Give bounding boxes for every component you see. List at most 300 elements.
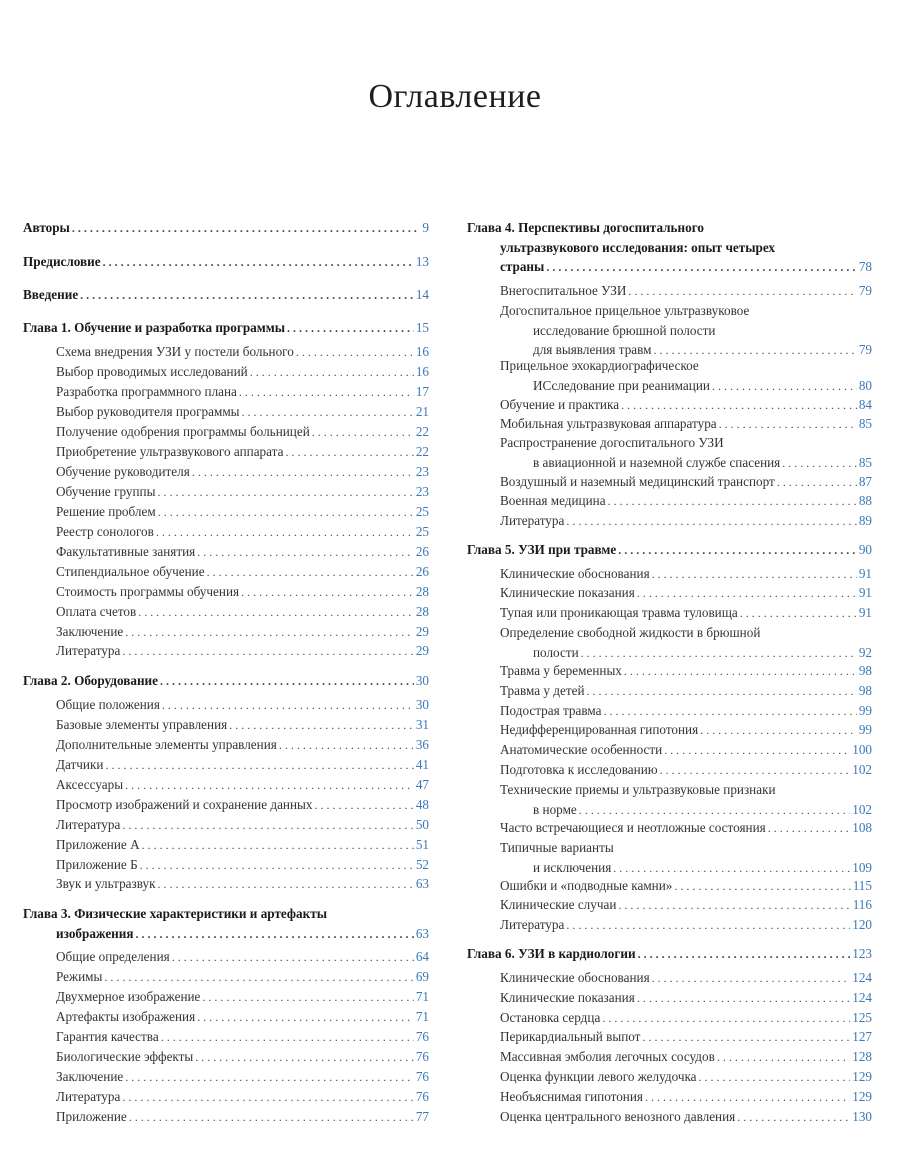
dot-leader: [142, 836, 414, 856]
toc-page-number[interactable]: 85: [858, 454, 872, 470]
toc-entry-title: Приложение А: [56, 837, 140, 852]
toc-page-number[interactable]: 85: [858, 416, 872, 431]
toc-page-number[interactable]: 98: [858, 683, 872, 698]
toc-page-number[interactable]: 22: [415, 424, 429, 439]
toc-section-entry[interactable]: [467, 433, 872, 473]
toc-entry-title: Подготовка к исследованию: [500, 762, 658, 777]
dot-leader: [160, 672, 414, 692]
toc-section-entry[interactable]: [467, 511, 872, 532]
dot-leader: [104, 968, 413, 988]
toc-page-number[interactable]: 48: [415, 797, 429, 812]
toc-page-number[interactable]: 25: [415, 524, 429, 539]
dot-leader: [546, 258, 856, 278]
toc-entry-title: Военная медицина: [500, 493, 606, 508]
toc-section-entry[interactable]: [467, 915, 872, 936]
toc-page-number[interactable]: 64: [415, 949, 429, 964]
toc-page-number[interactable]: 63: [415, 925, 429, 941]
toc-entry-title: Общие положения: [56, 697, 160, 712]
toc-page-number[interactable]: 84: [858, 397, 872, 412]
toc-page-number[interactable]: 51: [415, 837, 429, 852]
toc-section-entry[interactable]: [23, 641, 429, 662]
dot-leader: [618, 541, 857, 561]
toc-entry-title: Недифференцированная гипотония: [500, 722, 699, 737]
toc-entry-title: Двухмерное изображение: [56, 989, 201, 1004]
dot-leader: [156, 523, 414, 543]
toc-entry-title: Схема внедрения УЗИ у постели больного: [56, 344, 294, 359]
toc-entry-title: Гарантия качества: [56, 1029, 159, 1044]
toc-page-number[interactable]: 30: [415, 673, 429, 688]
dot-leader: [737, 1108, 850, 1128]
toc-page-number[interactable]: 26: [415, 544, 429, 559]
dot-leader: [197, 543, 414, 563]
dot-leader: [777, 473, 857, 493]
toc-entry-title: Клинические обоснования: [500, 970, 650, 985]
toc-section-entry[interactable]: [467, 1087, 872, 1108]
toc-entry-title-line: Технические приемы и ультразвуковые признаки: [500, 782, 776, 797]
toc-page-number[interactable]: 79: [858, 283, 872, 298]
toc-entry-title: Тупая или проникающая травма туловища: [500, 605, 738, 620]
dot-leader: [207, 563, 414, 583]
toc-section-entry[interactable]: [467, 661, 872, 682]
toc-section-entry[interactable]: [23, 442, 429, 463]
toc-section-entry[interactable]: [467, 780, 872, 820]
toc-section-entry[interactable]: [23, 1107, 429, 1128]
toc-entry-title: Глава 1. Обучение и разработка программы: [23, 320, 286, 335]
toc-page-number[interactable]: 71: [415, 989, 429, 1004]
dot-leader: [158, 875, 414, 895]
toc-page-number[interactable]: 50: [415, 817, 429, 832]
toc-chapter-entry[interactable]: [467, 218, 872, 278]
dot-leader: [158, 503, 414, 523]
toc-page-number[interactable]: 23: [415, 484, 429, 499]
toc-entry-title: страны: [500, 259, 545, 274]
dot-leader: [674, 877, 850, 897]
toc-section-entry[interactable]: [467, 301, 872, 361]
dot-leader: [296, 343, 414, 363]
toc-page-number[interactable]: 120: [852, 917, 872, 932]
toc-section-entry[interactable]: [23, 482, 429, 503]
toc-section-entry[interactable]: [467, 1027, 872, 1048]
toc-page-number[interactable]: 41: [415, 757, 429, 772]
toc-entry-title: Глава 2. Оборудование: [23, 673, 158, 688]
toc-entry-title: Приобретение ультразвукового аппарата: [56, 444, 284, 459]
toc-entry-title: Заключение: [56, 1069, 124, 1084]
toc-entry-title: изображения: [56, 925, 134, 941]
dot-leader: [125, 623, 414, 643]
dot-leader: [250, 363, 414, 383]
toc-entry-title: Ошибки и «подводные камни»: [500, 878, 673, 893]
toc-chapter-entry[interactable]: [467, 540, 872, 561]
toc-page-number[interactable]: 31: [415, 717, 429, 732]
toc-entry-title: Часто встречающиеся и неотложные состояния: [500, 820, 766, 835]
toc-entry-title: Стипендиальное обучение: [56, 564, 205, 579]
toc-page-number[interactable]: 102: [852, 762, 872, 777]
toc-page-number[interactable]: 91: [858, 605, 872, 620]
toc-page-number[interactable]: 91: [858, 585, 872, 600]
toc-page-number[interactable]: 9: [422, 220, 429, 235]
toc-section-entry[interactable]: [23, 542, 429, 563]
toc-entry-title: Приложение: [56, 1109, 127, 1124]
toc-page-number[interactable]: 125: [852, 1010, 872, 1025]
toc-page-number[interactable]: 30: [415, 697, 429, 712]
toc-section-entry[interactable]: [23, 562, 429, 583]
dot-leader: [566, 916, 850, 936]
dot-leader: [192, 463, 414, 483]
dot-leader: [312, 423, 414, 443]
toc-section-entry[interactable]: [467, 1008, 872, 1029]
dot-leader: [162, 696, 414, 716]
toc-page-number[interactable]: 21: [415, 404, 429, 419]
toc-entry-title: Решение проблем: [56, 504, 156, 519]
toc-page-number[interactable]: 130: [852, 1109, 872, 1124]
dot-leader: [315, 796, 414, 816]
toc-entry-title: Просмотр изображений и сохранение данных: [56, 797, 313, 812]
toc-entry-title: Клинические обоснования: [500, 566, 650, 581]
dot-leader: [129, 1108, 414, 1128]
toc-entry-title: Травма у беременных: [500, 663, 622, 678]
dot-leader: [125, 1068, 414, 1088]
toc-entry-title: Анатомические особенности: [500, 742, 663, 757]
dot-leader: [602, 1009, 850, 1029]
dot-leader: [717, 1048, 850, 1068]
toc-page-number[interactable]: 89: [858, 513, 872, 528]
toc-section-entry[interactable]: [467, 1067, 872, 1088]
dot-leader: [72, 219, 421, 239]
toc-page-number[interactable]: 80: [858, 377, 872, 393]
toc-chapter-entry[interactable]: [23, 218, 429, 239]
toc-page-number[interactable]: 99: [858, 722, 872, 737]
toc-entry-title: ИСследование при реанимации: [533, 377, 710, 393]
toc-page-number[interactable]: 90: [858, 542, 872, 557]
toc-section-entry[interactable]: [467, 356, 872, 396]
toc-section-entry[interactable]: [23, 967, 429, 988]
toc-page-number[interactable]: 23: [415, 464, 429, 479]
toc-section-entry[interactable]: [23, 382, 429, 403]
dot-leader: [122, 816, 413, 836]
toc-entry-title-line: Прицельное эхокардиографическое: [500, 358, 699, 373]
toc-section-entry[interactable]: [467, 564, 872, 585]
toc-section-entry[interactable]: [467, 1047, 872, 1068]
toc-page-number[interactable]: 99: [858, 703, 872, 718]
dot-leader: [652, 969, 851, 989]
toc-page-number[interactable]: 52: [415, 857, 429, 872]
dot-leader: [782, 454, 857, 474]
toc-entry-title: Приложение Б: [56, 857, 138, 872]
toc-page-number[interactable]: 115: [852, 878, 872, 893]
toc-entry-title: Общие определения: [56, 949, 170, 964]
toc-section-entry[interactable]: [23, 422, 429, 443]
toc-section-entry[interactable]: [467, 720, 872, 741]
toc-entry-title: в авиационной и наземной службе спасения: [533, 454, 781, 470]
toc-page-number[interactable]: 47: [415, 777, 429, 792]
toc-page-number[interactable]: 124: [852, 990, 872, 1005]
dot-leader: [608, 492, 857, 512]
toc-section-entry[interactable]: [23, 835, 429, 856]
toc-section-entry[interactable]: [467, 603, 872, 624]
toc-section-entry[interactable]: [23, 735, 429, 756]
dot-leader: [587, 682, 857, 702]
toc-page-number[interactable]: 29: [415, 624, 429, 639]
dot-leader: [637, 989, 850, 1009]
toc-entry-title: Литература: [56, 817, 121, 832]
toc-page-number[interactable]: 13: [415, 254, 429, 269]
toc-page-number[interactable]: 100: [852, 742, 872, 757]
toc-entry-title: Клинические случаи: [500, 897, 617, 912]
toc-entry-title: Аксессуары: [56, 777, 124, 792]
toc-entry-title: Обучение и практика: [500, 397, 620, 412]
toc-entry-title: Предисловие: [23, 254, 101, 269]
toc-page-number[interactable]: 76: [415, 1029, 429, 1044]
toc-section-entry[interactable]: [23, 522, 429, 543]
toc-entry-title: Биологические эффекты: [56, 1049, 194, 1064]
dot-leader: [122, 642, 413, 662]
toc-page-number[interactable]: 88: [858, 493, 872, 508]
toc-entry-title: Остановка сердца: [500, 1010, 601, 1025]
toc-section-entry[interactable]: [23, 795, 429, 816]
toc-entry-title: Массивная эмболия легочных сосудов: [500, 1049, 715, 1064]
toc-section-entry[interactable]: [23, 502, 429, 523]
toc-page-number[interactable]: 78: [858, 259, 872, 274]
toc-section-entry[interactable]: [467, 681, 872, 702]
toc-entry-title: в норме: [533, 801, 577, 817]
toc-page-number[interactable]: 76: [415, 1049, 429, 1064]
toc-section-entry[interactable]: [467, 472, 872, 493]
dot-leader: [242, 403, 414, 423]
dot-leader: [239, 383, 414, 403]
dot-leader: [664, 741, 850, 761]
toc-entry-title-line: исследование брюшной полости: [533, 322, 716, 338]
toc-entry-title: Оценка центрального венозного давления: [500, 1109, 736, 1124]
toc-entry-title: Факультативные занятия: [56, 544, 196, 559]
toc-section-entry[interactable]: [23, 582, 429, 603]
toc-page-number[interactable]: 128: [852, 1049, 872, 1064]
toc-page-number[interactable]: 129: [852, 1089, 872, 1104]
toc-section-entry[interactable]: [467, 583, 872, 604]
toc-section-entry[interactable]: [23, 695, 429, 716]
dot-leader: [768, 819, 851, 839]
toc-entry-title: Получение одобрения программы больницей: [56, 424, 310, 439]
toc-page-number[interactable]: 102: [852, 801, 872, 817]
toc-entry-title: Обучение руководителя: [56, 464, 190, 479]
toc-entry-title: Воздушный и наземный медицинский транспорт: [500, 474, 775, 489]
toc-page-number[interactable]: 71: [415, 1009, 429, 1024]
toc-page-number[interactable]: 79: [858, 342, 872, 357]
dot-leader: [172, 948, 414, 968]
toc-entry-title: Авторы: [23, 220, 70, 235]
dot-leader: [285, 443, 413, 463]
toc-page-number[interactable]: 76: [415, 1089, 429, 1104]
toc-entry-title: Внегоспитальное УЗИ: [500, 283, 627, 298]
dot-leader: [642, 1028, 850, 1048]
toc-page-number[interactable]: 17: [415, 384, 429, 399]
dot-leader: [621, 396, 857, 416]
dot-leader: [138, 603, 414, 623]
toc-page-number[interactable]: 124: [852, 970, 872, 985]
toc-entry-title: Перикардиальный выпот: [500, 1029, 641, 1044]
toc-page-number[interactable]: 28: [415, 584, 429, 599]
toc-section-entry[interactable]: [23, 462, 429, 483]
toc-page-number[interactable]: 29: [415, 643, 429, 658]
toc-page-number[interactable]: 92: [858, 644, 872, 660]
dot-leader: [80, 286, 414, 306]
toc-page-number[interactable]: 36: [415, 737, 429, 752]
toc-page-number[interactable]: 87: [858, 474, 872, 489]
toc-section-entry[interactable]: [467, 968, 872, 989]
toc-entry-title: Выбор руководителя программы: [56, 404, 240, 419]
dot-leader: [603, 702, 856, 722]
toc-entry-title: Режимы: [56, 969, 103, 984]
dot-leader: [229, 716, 414, 736]
toc-page-number[interactable]: 63: [415, 876, 429, 891]
toc-section-entry[interactable]: [467, 491, 872, 512]
toc-section-entry[interactable]: [467, 876, 872, 897]
toc-section-entry[interactable]: [23, 855, 429, 876]
toc-section-entry[interactable]: [23, 987, 429, 1008]
dot-leader: [161, 1028, 414, 1048]
dot-leader: [637, 584, 857, 604]
toc-entry-title: Оплата счетов: [56, 604, 137, 619]
dot-leader: [719, 415, 857, 435]
dot-leader: [105, 756, 413, 776]
toc-entry-title-line: Глава 3. Физические характеристики и артефакты: [23, 906, 328, 921]
toc-entry-title: Необъяснимая гипотония: [500, 1089, 643, 1104]
dot-leader: [566, 512, 856, 532]
dot-leader: [618, 896, 850, 916]
toc-page-number[interactable]: 77: [415, 1109, 429, 1124]
toc-page-number[interactable]: 98: [858, 663, 872, 678]
toc-section-entry[interactable]: [23, 342, 429, 363]
toc-entry-title-line: Типичные варианты: [500, 840, 614, 855]
dot-leader: [157, 483, 413, 503]
toc-page-number[interactable]: 76: [415, 1069, 429, 1084]
toc-entry-title: Дополнительные элементы управления: [56, 737, 277, 752]
toc-entry-title-line: ультразвукового исследования: опыт четырех: [500, 239, 776, 255]
toc-section-entry[interactable]: [23, 362, 429, 383]
toc-entry-title: Литература: [56, 1089, 121, 1104]
toc-entry-title: Введение: [23, 287, 79, 302]
toc-chapter-entry[interactable]: [23, 671, 429, 692]
dot-leader: [197, 1008, 414, 1028]
toc-section-entry[interactable]: [23, 1047, 429, 1068]
dot-leader: [652, 565, 857, 585]
dot-leader: [103, 253, 414, 273]
toc-page-number[interactable]: 108: [852, 820, 872, 835]
dot-leader: [712, 377, 857, 397]
toc-entry-title-line: Догоспитальное прицельное ультразвуковое: [500, 303, 750, 318]
toc-entry-title: Разработка программного плана: [56, 384, 237, 399]
toc-chapter-entry[interactable]: [467, 944, 872, 965]
toc-section-entry[interactable]: [23, 874, 429, 895]
toc-page-number[interactable]: 26: [415, 564, 429, 579]
dot-leader: [241, 583, 414, 603]
toc-section-entry[interactable]: [467, 281, 872, 302]
toc-section-entry[interactable]: [23, 402, 429, 423]
toc-entry-title-line: Распространение догоспитального УЗИ: [500, 435, 724, 450]
toc-entry-title: Оценка функции левого желудочка: [500, 1069, 697, 1084]
toc-section-entry[interactable]: [467, 740, 872, 761]
toc-page-number[interactable]: 22: [415, 444, 429, 459]
toc-chapter-entry[interactable]: [23, 285, 429, 306]
toc-page-number[interactable]: 28: [415, 604, 429, 619]
toc-section-entry[interactable]: [23, 815, 429, 836]
toc-section-entry[interactable]: [467, 760, 872, 781]
toc-section-entry[interactable]: [467, 838, 872, 878]
toc-entry-title: Подострая травма: [500, 703, 602, 718]
toc-entry-title: Травма у детей: [500, 683, 585, 698]
toc-section-entry[interactable]: [467, 414, 872, 435]
toc-section-entry[interactable]: [467, 1107, 872, 1128]
toc-section-entry[interactable]: [467, 395, 872, 416]
toc-page-number[interactable]: 129: [852, 1069, 872, 1084]
dot-leader: [202, 988, 413, 1008]
toc-entry-title: полости: [533, 644, 579, 660]
toc-page-number[interactable]: 109: [852, 859, 872, 875]
dot-leader: [287, 319, 414, 339]
toc-section-entry[interactable]: [467, 988, 872, 1009]
dot-leader: [700, 721, 857, 741]
toc-chapter-entry[interactable]: [23, 252, 429, 273]
toc-entry-title: Базовые элементы управления: [56, 717, 228, 732]
dot-leader: [279, 736, 414, 756]
toc-entry-title: Глава 5. УЗИ при травме: [467, 542, 617, 557]
toc-entry-title: Звук и ультразвук: [56, 876, 156, 891]
toc-page-number[interactable]: 127: [852, 1029, 872, 1044]
toc-section-entry[interactable]: [467, 623, 872, 663]
dot-leader: [645, 1088, 850, 1108]
dot-leader: [699, 1068, 851, 1088]
toc-chapter-entry[interactable]: [23, 904, 429, 944]
toc-section-entry[interactable]: [467, 895, 872, 916]
toc-section-entry[interactable]: [23, 947, 429, 968]
toc-entry-title: Стоимость программы обучения: [56, 584, 240, 599]
toc-section-entry[interactable]: [467, 818, 872, 839]
toc-section-entry[interactable]: [23, 1027, 429, 1048]
toc-page-number[interactable]: 15: [415, 320, 429, 335]
toc-chapter-entry[interactable]: [23, 318, 429, 339]
toc-section-entry[interactable]: [23, 715, 429, 736]
toc-page-number[interactable]: 69: [415, 969, 429, 984]
dot-leader: [740, 604, 857, 624]
toc-page-number[interactable]: 16: [415, 344, 429, 359]
toc-entry-title: Литература: [500, 917, 565, 932]
toc-page-number[interactable]: 25: [415, 504, 429, 519]
dot-leader: [624, 662, 857, 682]
toc-section-entry[interactable]: [23, 1067, 429, 1088]
toc-entry-title: Мобильная ультразвуковая аппаратура: [500, 416, 717, 431]
toc-section-entry[interactable]: [23, 1007, 429, 1028]
dot-leader: [125, 776, 414, 796]
toc-entry-title: Литература: [56, 643, 121, 658]
page-title: Оглавление: [368, 78, 542, 115]
toc-page-number[interactable]: 16: [415, 364, 429, 379]
toc-section-entry[interactable]: [467, 701, 872, 722]
toc-entry-title: Обучение группы: [56, 484, 156, 499]
dot-leader: [628, 282, 856, 302]
toc-section-entry[interactable]: [23, 622, 429, 643]
dot-leader: [140, 856, 414, 876]
toc-page-number[interactable]: 91: [858, 566, 872, 581]
toc-page-number[interactable]: 14: [415, 287, 429, 302]
toc-section-entry[interactable]: [23, 755, 429, 776]
toc-section-entry[interactable]: [23, 775, 429, 796]
toc-page-number[interactable]: 123: [852, 946, 872, 961]
toc-entry-title: Датчики: [56, 757, 104, 772]
toc-section-entry[interactable]: [23, 1087, 429, 1108]
dot-leader: [136, 925, 414, 945]
toc-entry-title-line: Определение свободной жидкости в брюшной: [500, 625, 761, 640]
toc-section-entry[interactable]: [23, 602, 429, 623]
toc-page-number[interactable]: 116: [852, 897, 872, 912]
